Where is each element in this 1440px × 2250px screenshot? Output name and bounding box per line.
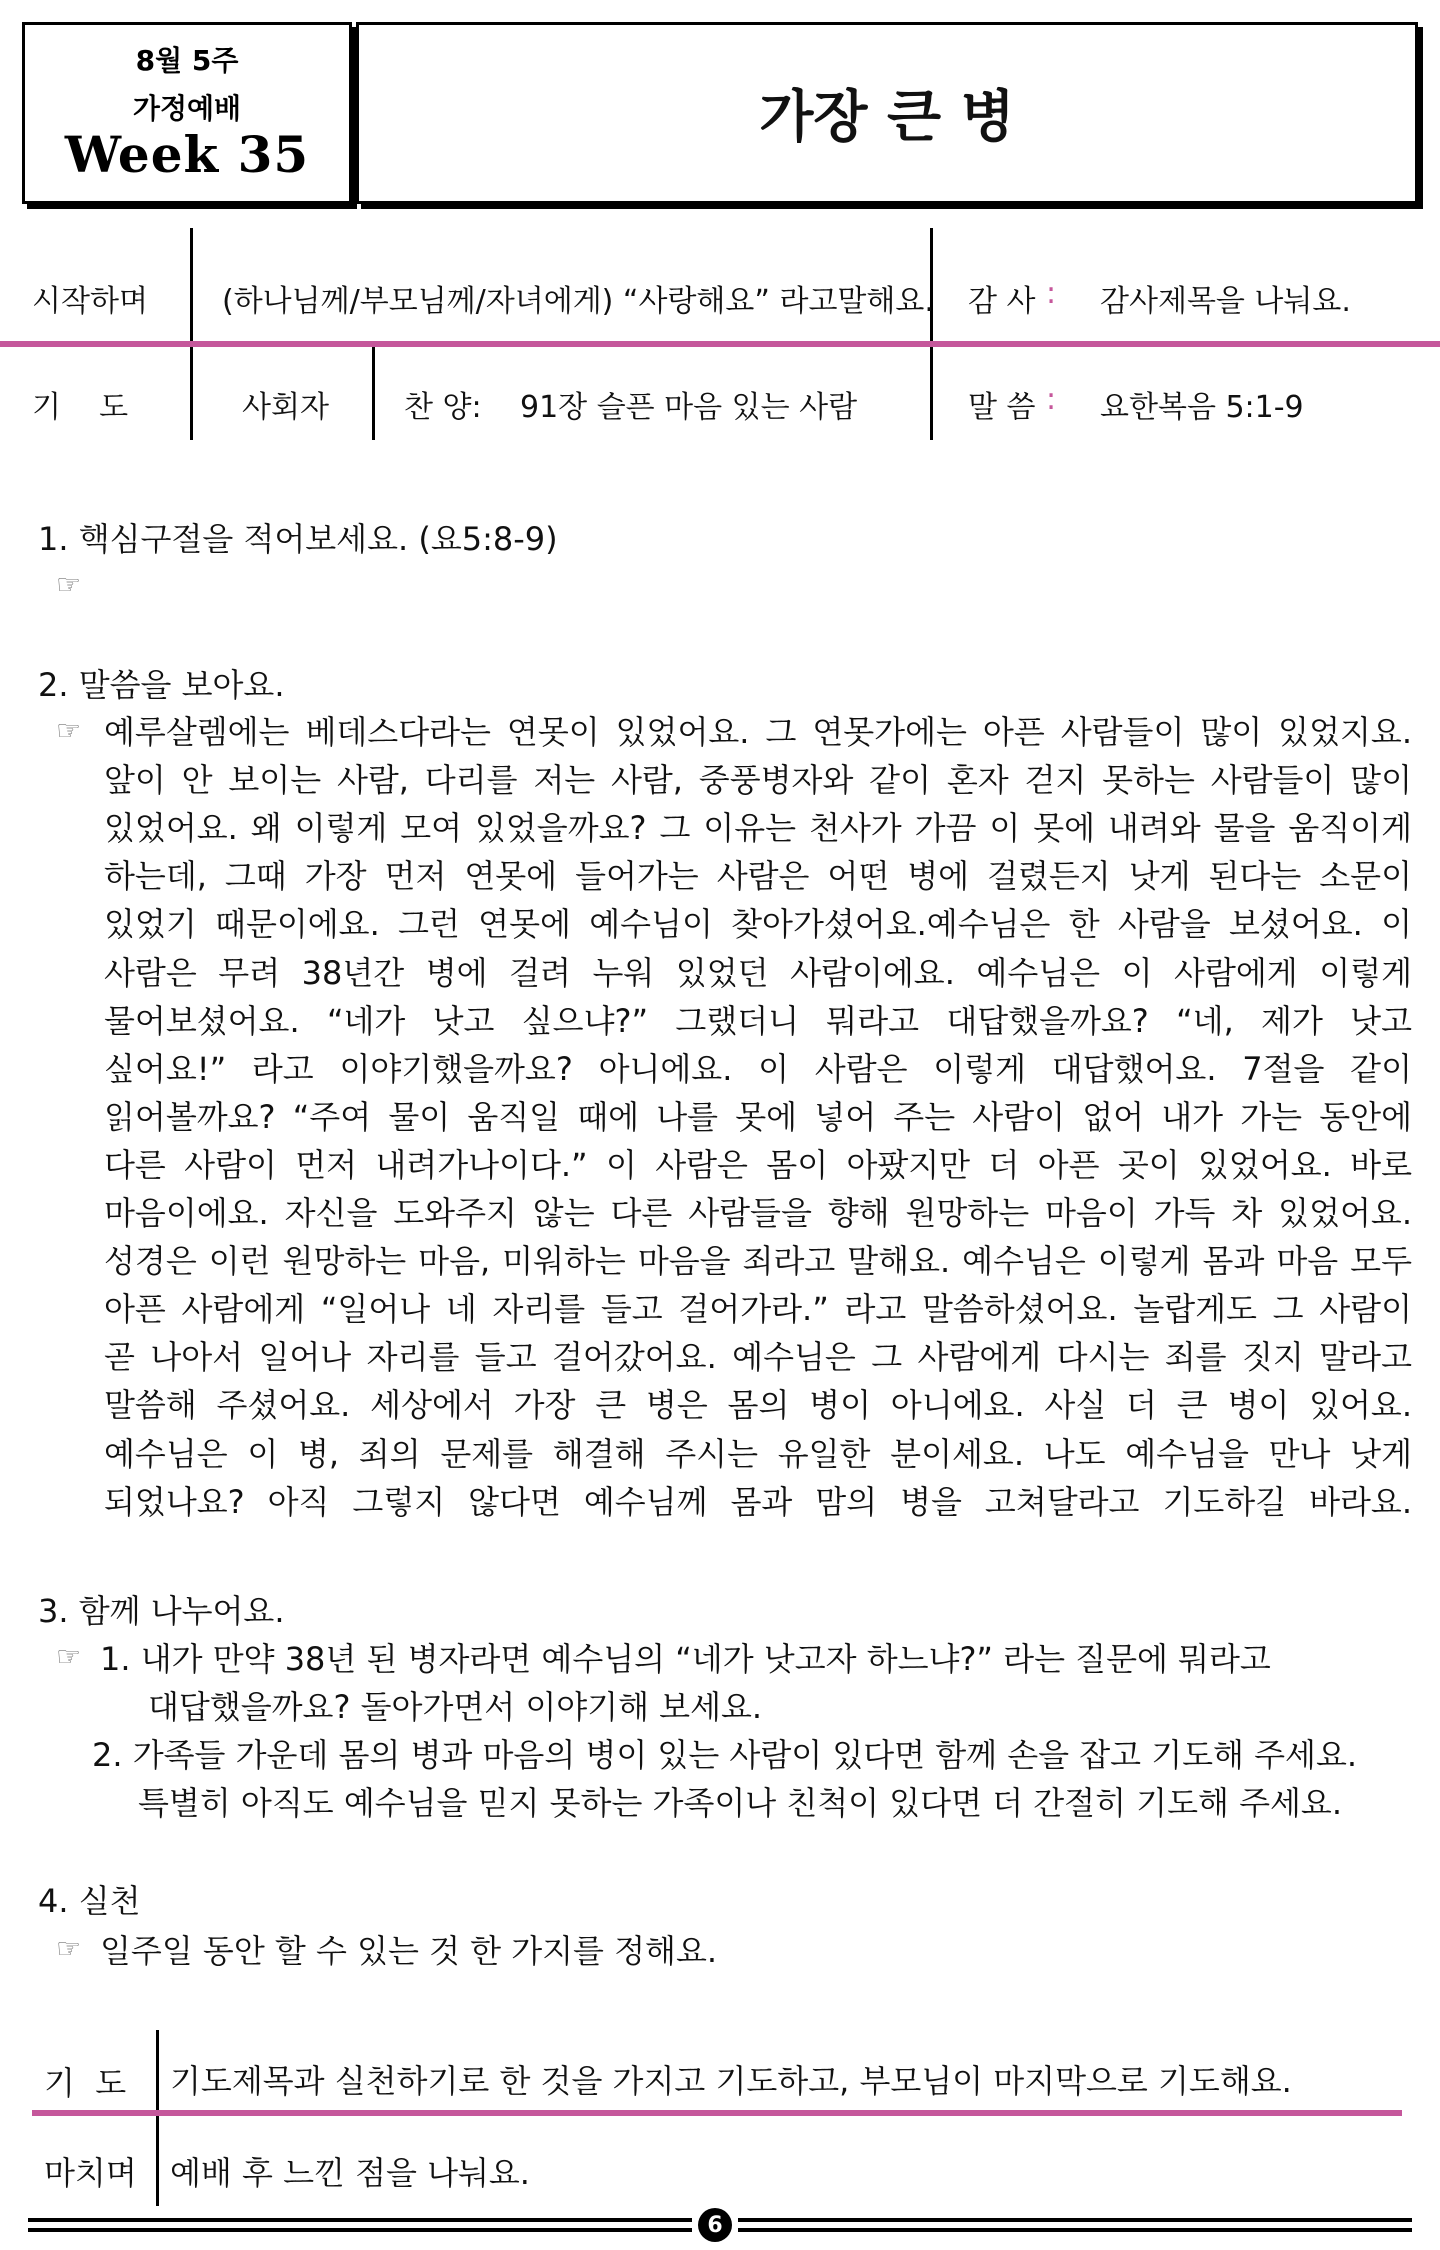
- footer-rule-left: [28, 2228, 692, 2232]
- paragraph-line: 물어보셨어요. “네가 낫고 싶으냐?” 그랬더니 뭐라고 대답했을까요? “네, 제가 낫고: [104, 1001, 1412, 1040]
- week-number: Week 35: [64, 125, 310, 184]
- order-start-content: (하나님께/부모님께/자녀에게) “사랑해요” 라고말해요.: [222, 284, 934, 319]
- hymn-content: 91장 슬픈 마음 있는 사람: [520, 390, 858, 425]
- closing-prayer-text: 기도제목과 실천하기로 한 것을 가지고 기도하고, 부모님이 마지막으로 기도해요.: [170, 2062, 1292, 2100]
- section-2-heading: 2. 말씀을 보아요.: [38, 666, 285, 704]
- hymn-label: 찬 양:: [404, 390, 482, 425]
- question-2-line-2: 특별히 아직도 예수님을 믿지 못하는 가족이나 친척이 있다면 더 간절히 기도해 주세요.: [138, 1784, 1342, 1822]
- order-start-label: 시작하며: [32, 284, 148, 319]
- paragraph-line: 예수님은 이 병, 죄의 문제를 해결해 주시는 유일한 분이세요. 나도 예수님을 만나 낫게: [104, 1434, 1412, 1473]
- paragraph-line: 마음이에요. 자신을 도와주지 않는 다른 사람들을 향해 원망하는 마음이 가득 차 있었어요.: [104, 1194, 1412, 1232]
- closing-end-text: 예배 후 느낀 점을 나눠요.: [170, 2154, 530, 2192]
- title-box: [356, 22, 1418, 204]
- pointer-icon: ☞: [56, 1640, 82, 1673]
- word-content: 요한복음 5:1-9: [1100, 390, 1304, 425]
- table-divider: [190, 228, 193, 440]
- closing-prayer-label: 기 도: [44, 2064, 127, 2102]
- question-2-line-1: 2. 가족들 가운데 몸의 병과 마음의 병이 있는 사람이 있다면 함께 손을 잡고 기도해 주세요.: [92, 1736, 1358, 1774]
- paragraph-line: 있었기 때문이에요. 그런 연못에 예수님이 찾아가셨어요.예수님은 한 사람을 보셨어요. 이: [104, 905, 1412, 944]
- pointer-icon: ☞: [56, 714, 82, 747]
- practice-text: 일주일 동안 할 수 있는 것 한 가지를 정해요.: [100, 1932, 718, 1970]
- table-divider: [372, 342, 375, 440]
- section-4-heading: 4. 실천: [38, 1882, 141, 1920]
- section-3-heading: 3. 함께 나누어요.: [38, 1592, 285, 1630]
- paragraph-line: 하는데, 그때 가장 먼저 연못에 들어가는 사람은 어떤 병에 걸렸든지 낫게 된다는 소문이: [104, 857, 1412, 896]
- leader-label: 사회자: [242, 390, 329, 425]
- footer-rule-right: [738, 2218, 1412, 2222]
- row-separator: [0, 341, 1440, 347]
- closing-end-label: 마치며: [44, 2154, 137, 2192]
- page-number: 6: [698, 2208, 732, 2242]
- thanks-content: 감사제목을 나눠요.: [1100, 284, 1351, 319]
- word-colon: :: [1046, 382, 1057, 417]
- paragraph-line: 있었어요. 왜 이렇게 모여 있었을까요? 그 이유는 천사가 가끔 이 못에 내려와 물을 움직이게: [104, 809, 1412, 848]
- paragraph-line: 싶어요!” 라고 이야기했을까요? 아니에요. 이 사람은 이렇게 대답했어요. 7절을 같이: [104, 1049, 1412, 1088]
- paragraph-line: 읽어볼까요? “주여 물이 움직일 때에 나를 못에 넣어 주는 사람이 없어 내가 가는 동안에: [104, 1097, 1412, 1136]
- footer-rule-right: [738, 2228, 1412, 2232]
- question-1-line-1: 1. 내가 만약 38년 된 병자라면 예수님의 “네가 낫고자 하느냐?” 라는 질문에 뭐라고: [100, 1640, 1271, 1678]
- pointer-icon: ☞: [56, 568, 82, 601]
- page-title: 가장 큰 병: [759, 85, 1015, 150]
- worship-type: 가정예배: [132, 92, 242, 125]
- prayer-label: 기 도: [32, 390, 129, 425]
- pointer-icon: ☞: [56, 1932, 82, 1965]
- paragraph-line: 되었나요? 아직 그렇지 않다면 예수님께 몸과 맘의 병을 고쳐달라고 기도하길 바라요.: [104, 1482, 1412, 1521]
- table-divider: [930, 228, 933, 440]
- thanks-label: 감 사: [968, 284, 1036, 319]
- section-1-heading: 1. 핵심구절을 적어보세요. (요5:8-9): [38, 520, 558, 558]
- table-divider: [156, 2030, 159, 2206]
- paragraph-line: 앞이 안 보이는 사람, 다리를 저는 사람, 중풍병자와 같이 혼자 걷지 못하는 사람들이 많이: [104, 761, 1412, 800]
- paragraph-line: 예루살렘에는 베데스다라는 연못이 있었어요. 그 연못가에는 아픈 사람들이 많이 있었지요.: [104, 713, 1412, 751]
- paragraph-line: 성경은 이런 원망하는 마음, 미워하는 마음을 죄라고 말해요. 예수님은 이렇게 몸과 마음 모두: [104, 1242, 1412, 1281]
- paragraph-line: 사람은 무려 38년간 병에 걸려 누워 있었던 사람이에요. 예수님은 이 사람에게 이렇게: [104, 953, 1412, 992]
- paragraph-line: 아픈 사람에게 “일어나 네 자리를 들고 걸어가라.” 라고 말씀하셨어요. 놀랍게도 그 사람이: [104, 1290, 1412, 1329]
- paragraph-line: 곧 나아서 일어나 자리를 들고 걸어갔어요. 예수님은 그 사람에게 다시는 죄를 짓지 말라고: [104, 1338, 1412, 1377]
- week-date: 8월 5주: [135, 44, 239, 77]
- paragraph-line: 말씀해 주셨어요. 세상에서 가장 큰 병은 몸의 병이 아니에요. 사실 더 큰 병이 있어요.: [104, 1386, 1412, 1425]
- thanks-colon: :: [1046, 276, 1057, 311]
- word-label: 말 씀: [968, 390, 1036, 425]
- week-info-box: [22, 22, 352, 204]
- row-separator: [32, 2110, 1402, 2116]
- footer-rule-left: [28, 2218, 692, 2222]
- paragraph-line: 다른 사람이 먼저 내려가나이다.” 이 사람은 몸이 아팠지만 더 아픈 곳이 있었어요. 바로: [104, 1145, 1412, 1184]
- question-1-line-2: 대답했을까요? 돌아가면서 이야기해 보세요.: [148, 1688, 763, 1726]
